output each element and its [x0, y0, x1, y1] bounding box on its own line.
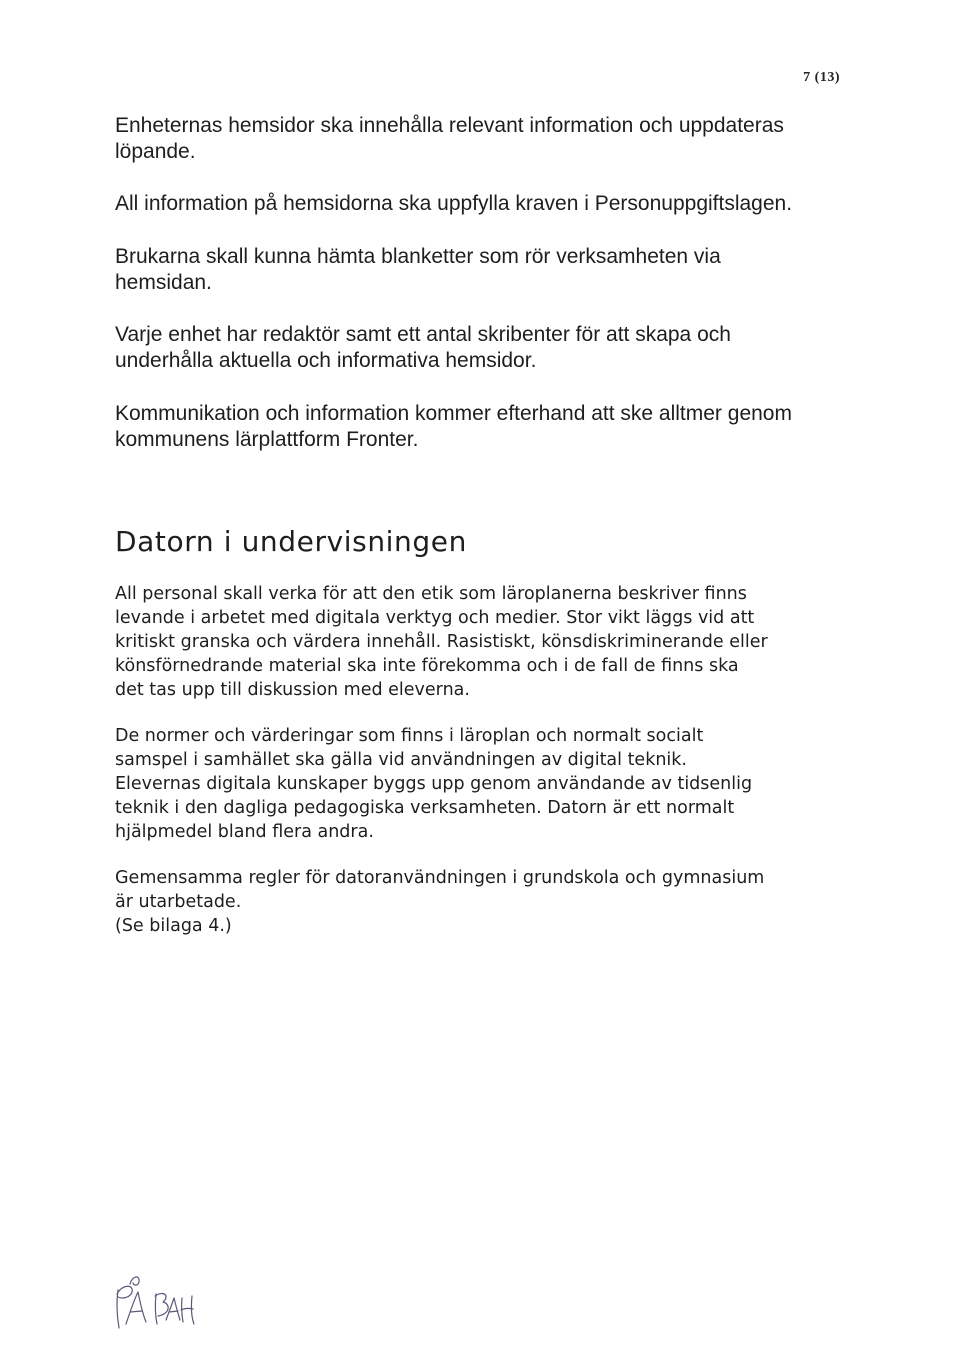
- text-line: All personal skall verka för att den etik som läroplanerna beskriver finns: [115, 584, 747, 604]
- section-heading: Datorn i undervisningen: [115, 525, 467, 558]
- text-line: könsförnedrande material ska inte förekomma och i de fall de finns ska: [115, 656, 739, 676]
- text-line: Kommunikation och information kommer efterhand att ske alltmer genom: [115, 402, 792, 425]
- paragraph-norms: [115, 724, 875, 844]
- paragraph-ethics: [115, 582, 875, 702]
- paragraph-fronter: [115, 401, 855, 453]
- paragraph-forms: [115, 244, 855, 296]
- text-line: Brukarna skall kunna hämta blanketter som rör verksamheten via: [115, 245, 721, 268]
- text-line: Enheternas hemsidor ska innehålla relevant information och uppdateras: [115, 114, 784, 137]
- text-line: Elevernas digitala kunskaper byggs upp genom användande av tidsenlig: [115, 774, 753, 794]
- text-line: Varje enhet har redaktör samt ett antal skribenter för att skapa och: [115, 323, 731, 346]
- text-line: hemsidan.: [115, 271, 212, 294]
- text-line: kommunens lärplattform Fronter.: [115, 428, 419, 451]
- text-line: är utarbetade.: [115, 892, 242, 912]
- paragraph-editors: [115, 322, 855, 374]
- paragraph-personal-data: [115, 191, 855, 217]
- text-line: levande i arbetet med digitala verktyg och medier. Stor vikt läggs vid att: [115, 608, 755, 628]
- paragraph-website-content: [115, 113, 855, 165]
- text-line: det tas upp till diskussion med eleverna.: [115, 680, 470, 700]
- text-line: De normer och värderingar som finns i läroplan och normalt socialt: [115, 726, 704, 746]
- page-number: 7 (13): [803, 70, 840, 85]
- text-line: Gemensamma regler för datoranvändningen i grundskola och gymnasium: [115, 868, 765, 888]
- text-line: (Se bilaga 4.): [115, 916, 232, 936]
- text-line: teknik i den dagliga pedagogiska verksamheten. Datorn är ett normalt: [115, 798, 735, 818]
- handwritten-signature: [108, 1264, 198, 1332]
- paragraph-rules: [115, 866, 875, 938]
- text-line: hjälpmedel bland flera andra.: [115, 822, 374, 842]
- text-line: All information på hemsidorna ska uppfylla kraven i Personuppgiftslagen.: [115, 192, 793, 215]
- text-line: samspel i samhället ska gälla vid användningen av digital teknik.: [115, 750, 687, 770]
- text-line: löpande.: [115, 140, 196, 163]
- text-line: kritiskt granska och värdera innehåll. Rasistiskt, könsdiskriminerande eller: [115, 632, 768, 652]
- text-line: underhålla aktuella och informativa hemsidor.: [115, 349, 537, 372]
